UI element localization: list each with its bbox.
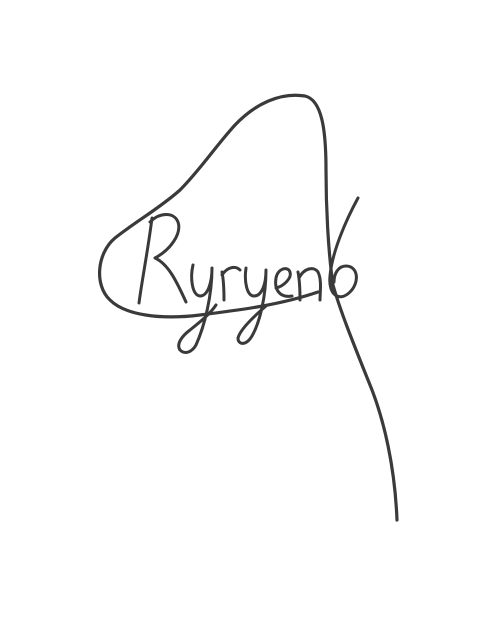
signature-letter-e (276, 269, 292, 297)
signature-outer-loop (100, 95, 397, 520)
signature-letter-y1 (179, 265, 216, 352)
signature-letter-y2 (238, 268, 266, 343)
signature-letter-final (330, 198, 358, 297)
signature-letter-r (139, 215, 186, 304)
signature-ink (100, 95, 397, 520)
signature-letter-r2 (222, 267, 240, 300)
